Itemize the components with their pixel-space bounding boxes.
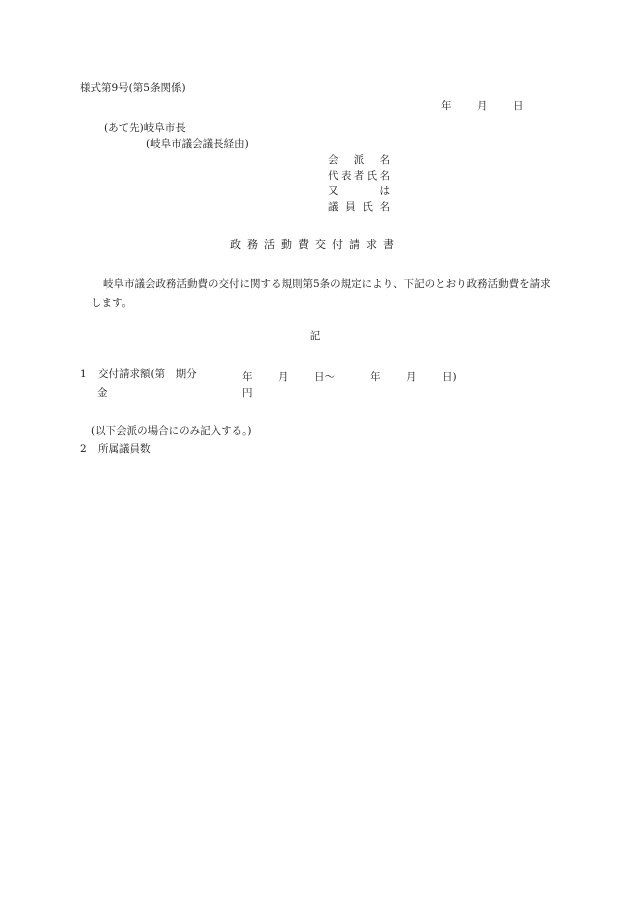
date-month: 月 — [477, 100, 488, 112]
char: 氏 — [366, 169, 378, 182]
char: 議 — [328, 200, 339, 213]
char: 名 — [379, 169, 390, 182]
char: 又 — [328, 185, 339, 197]
from-month: 月 — [278, 371, 289, 383]
item1-text: 交付請求額(第 期分 — [98, 368, 197, 380]
date-year: 年 — [441, 100, 452, 112]
char: 代 — [328, 169, 339, 182]
char: 表 — [340, 169, 352, 182]
money-label: 金 — [97, 387, 108, 399]
item1-label — [80, 369, 197, 380]
char: 氏 — [362, 200, 373, 213]
ki-label: 記 — [309, 330, 321, 342]
char: 員 — [345, 200, 356, 213]
char: 会 — [328, 154, 339, 166]
char: 名 — [379, 200, 390, 213]
document-title: 政務活動費交付請求書 — [230, 238, 400, 251]
item2-label — [80, 444, 151, 455]
form-number: 様式第9号(第5条関係) — [80, 82, 186, 94]
party-block — [328, 155, 390, 217]
to-month: 月 — [406, 371, 417, 383]
to-year: 年 — [370, 371, 381, 383]
via-chair: (岐阜市議会議長経由) — [146, 138, 249, 150]
from-day: 日〜 — [314, 371, 335, 383]
party-name-label — [328, 155, 390, 171]
char: 派 — [353, 154, 365, 166]
from-year: 年 — [242, 371, 253, 383]
or-label — [328, 186, 390, 202]
date-day: 日 — [513, 100, 524, 112]
addressee: (あて先)岐阜市長 — [104, 122, 186, 134]
date-line — [441, 101, 524, 112]
period-row — [242, 369, 457, 384]
char: 名 — [379, 154, 390, 166]
to-day: 日) — [442, 371, 457, 383]
char: は — [379, 185, 390, 197]
item1-number: 1 — [80, 368, 87, 380]
member-name-label — [328, 202, 390, 218]
representative-name-label — [328, 171, 390, 187]
note-text: (以下会派の場合にのみ記入する。) — [91, 425, 252, 437]
body-text: 岐阜市議会政務活動費の交付に関する規則第5条の規定により、下記のとおり政務活動費を請求します。 — [91, 278, 551, 309]
item2-text: 所属議員数 — [98, 443, 151, 455]
item2-number: 2 — [80, 443, 87, 455]
char: 者 — [353, 169, 365, 182]
yen-label: 円 — [242, 387, 253, 399]
